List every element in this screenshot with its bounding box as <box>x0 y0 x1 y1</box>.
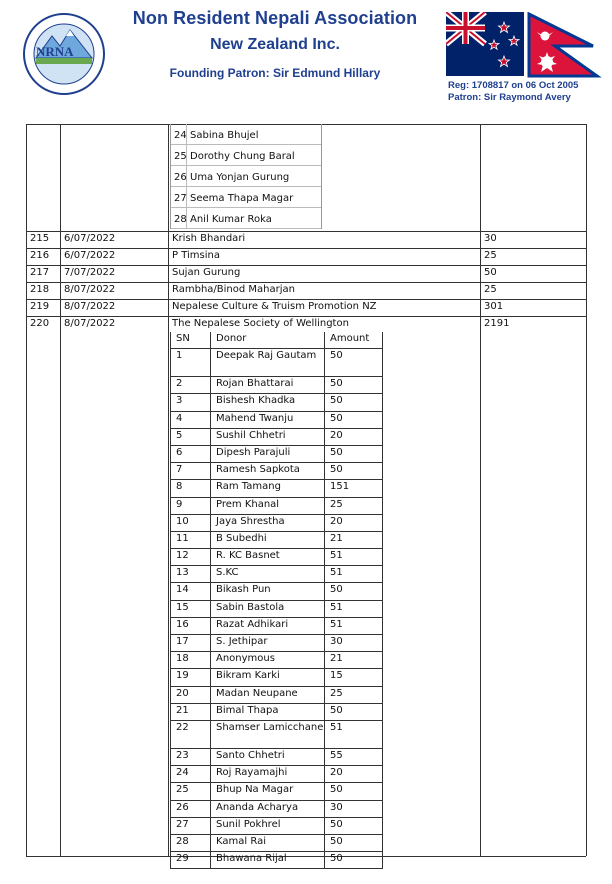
row-amount: 20 <box>330 429 343 441</box>
row-donor: Ananda Acharya <box>216 801 299 813</box>
wellington-society-donor-table <box>170 332 382 869</box>
list-item-number: 28 <box>174 214 187 225</box>
row-amount: 25 <box>330 498 343 510</box>
table-row <box>170 532 382 549</box>
row-donor: Mahend Twanju <box>216 412 294 424</box>
row-donor: Sunil Pokhrel <box>216 818 281 830</box>
donation-number: 219 <box>30 301 50 312</box>
header-sn: SN <box>176 333 190 344</box>
donation-amount: 301 <box>484 301 504 312</box>
new-zealand-flag-icon <box>446 12 524 76</box>
table-row <box>170 635 382 652</box>
row-sn: 29 <box>176 853 189 865</box>
row-sn: 23 <box>176 749 189 761</box>
donation-number: 215 <box>30 233 50 244</box>
row-amount: 151 <box>330 481 350 493</box>
row-sn: 16 <box>176 618 189 630</box>
table-row <box>170 721 382 749</box>
table-row <box>170 704 382 721</box>
row-sn: 18 <box>176 653 189 665</box>
row-amount: 50 <box>330 835 343 847</box>
table-row <box>170 818 382 835</box>
row-sn: 21 <box>176 704 189 716</box>
row-sn: 26 <box>176 801 189 813</box>
row-donor: Bhup Na Magar <box>216 784 294 796</box>
row-sn: 22 <box>176 721 189 733</box>
donation-amount: 2191 <box>484 318 510 329</box>
list-item <box>171 124 321 145</box>
list-item-name: Anil Kumar Roka <box>190 214 272 225</box>
table-row <box>170 783 382 800</box>
donor-name: The Nepalese Society of Wellington <box>172 318 349 329</box>
row-donor: Anonymous <box>216 653 275 665</box>
row-sn: 24 <box>176 767 189 779</box>
organization-name: Non Resident Nepali Association <box>132 8 418 28</box>
row-amount: 30 <box>330 636 343 647</box>
row-amount: 50 <box>330 464 343 476</box>
row-sn: 15 <box>176 601 189 613</box>
list-item <box>171 208 321 229</box>
table-row <box>170 480 382 497</box>
table-row <box>170 412 382 429</box>
sub-table-header <box>170 332 382 349</box>
row-amount: 51 <box>330 550 343 562</box>
list-item <box>171 187 321 208</box>
list-item-number: 25 <box>174 151 187 162</box>
table-row <box>170 394 382 411</box>
row-amount: 50 <box>330 853 343 865</box>
donation-date: 8/07/2022 <box>64 301 116 312</box>
row-donor: Bikram Karki <box>216 670 280 682</box>
row-donor: Madan Neupane <box>216 687 298 699</box>
table-row <box>170 377 382 394</box>
row-amount: 25 <box>330 687 343 699</box>
donation-date: 8/07/2022 <box>64 284 116 295</box>
table-row <box>170 835 382 852</box>
logo-text: NRNA <box>36 44 74 59</box>
row-sn: 3 <box>176 395 183 407</box>
donation-amount: 50 <box>484 267 497 278</box>
table-row <box>170 618 382 635</box>
row-donor: Prem Khanal <box>216 498 280 510</box>
row-donor: B Subedhi <box>216 532 267 544</box>
row-amount: 50 <box>330 395 343 407</box>
list-item-name: Sabina Bhujel <box>190 130 259 141</box>
donation-amount: 30 <box>484 233 497 244</box>
donor-name: Sujan Gurung <box>172 267 241 278</box>
table-row <box>170 566 382 583</box>
row-donor: S.KC <box>216 567 239 579</box>
donor-name: Nepalese Culture & Truism Promotion NZ <box>172 301 377 312</box>
donor-name: P Timsina <box>172 250 220 261</box>
founding-patron: Founding Patron: Sir Edmund Hillary <box>169 66 381 80</box>
row-amount: 50 <box>330 704 343 716</box>
donor-name: Krish Bhandari <box>172 233 246 244</box>
row-sn: 14 <box>176 584 189 596</box>
donor-name: Rambha/Binod Maharjan <box>172 284 295 295</box>
row-amount: 20 <box>330 767 343 779</box>
row-sn: 7 <box>176 464 183 476</box>
donation-number: 218 <box>30 284 50 295</box>
row-donor: Jaya Shrestha <box>216 515 285 527</box>
table-row <box>170 749 382 766</box>
row-sn: 5 <box>176 429 183 441</box>
nepal-flag-icon <box>527 12 603 78</box>
donation-number: 220 <box>30 318 50 329</box>
row-sn: 10 <box>176 515 189 527</box>
row-amount: 50 <box>330 412 343 424</box>
row-amount: 55 <box>330 749 343 761</box>
row-donor: Dipesh Parajuli <box>216 446 291 458</box>
row-sn: 8 <box>176 481 183 493</box>
row-amount: 50 <box>330 350 343 362</box>
table-row <box>170 349 382 377</box>
row-donor: Razat Adhikari <box>216 618 289 630</box>
row-donor: Sushil Chhetri <box>216 429 286 441</box>
row-donor: Kamal Rai <box>216 835 266 847</box>
donation-number: 216 <box>30 250 50 261</box>
patron: Patron: Sir Raymond Avery <box>448 92 571 103</box>
list-item-number: 24 <box>174 130 187 141</box>
row-donor: Shamser Lamicchane <box>216 721 324 733</box>
list-item-name: Dorothy Chung Baral <box>190 151 295 162</box>
donation-number: 217 <box>30 267 50 278</box>
table-row <box>170 652 382 669</box>
table-row <box>170 583 382 600</box>
row-amount: 51 <box>330 618 343 630</box>
table-row <box>170 429 382 446</box>
table-row <box>170 446 382 463</box>
table-row <box>170 601 382 618</box>
row-sn: 28 <box>176 835 189 847</box>
row-sn: 12 <box>176 550 189 562</box>
table-row <box>170 687 382 704</box>
list-item-number: 26 <box>174 172 187 183</box>
row-sn: 19 <box>176 670 189 682</box>
row-sn: 27 <box>176 818 189 830</box>
row-sn: 2 <box>176 378 183 390</box>
row-donor: Deepak Raj Gautam <box>216 350 317 362</box>
donation-date: 8/07/2022 <box>64 318 116 329</box>
row-amount: 21 <box>330 653 343 665</box>
list-item-number: 27 <box>174 193 187 204</box>
row-donor: Bimal Thapa <box>216 704 279 716</box>
continuation-list <box>170 124 322 229</box>
table-row <box>170 498 382 515</box>
list-item <box>171 166 321 187</box>
header-donor: Donor <box>216 333 247 344</box>
organization-subtitle: New Zealand Inc. <box>210 36 340 53</box>
donation-amount: 25 <box>484 284 497 295</box>
donation-amount: 25 <box>484 250 497 261</box>
row-sn: 17 <box>176 636 189 647</box>
row-donor: Bikash Pun <box>216 584 271 596</box>
row-donor: Santo Chhetri <box>216 749 285 761</box>
row-amount: 50 <box>330 784 343 796</box>
table-row <box>170 463 382 480</box>
row-donor: Ramesh Sapkota <box>216 464 300 476</box>
list-item <box>171 145 321 166</box>
registration-number: Reg: 1708817 on 06 Oct 2005 <box>448 80 579 91</box>
row-sn: 13 <box>176 567 189 579</box>
row-donor: Roj Rayamajhi <box>216 767 288 779</box>
table-row <box>170 801 382 818</box>
row-donor: Bhawana Rijal <box>216 853 287 865</box>
list-item-name: Seema Thapa Magar <box>190 193 294 204</box>
row-sn: 6 <box>176 446 183 458</box>
row-amount: 15 <box>330 670 343 682</box>
row-sn: 11 <box>176 532 189 544</box>
row-donor: S. Jethipar <box>216 636 268 647</box>
donation-date: 6/07/2022 <box>64 250 116 261</box>
letterhead <box>0 0 612 112</box>
row-amount: 50 <box>330 446 343 458</box>
table-row <box>170 669 382 686</box>
donation-date: 6/07/2022 <box>64 233 116 244</box>
list-item-name: Uma Yonjan Gurung <box>190 172 290 183</box>
row-amount: 51 <box>330 601 343 613</box>
row-sn: 9 <box>176 498 183 510</box>
row-amount: 30 <box>330 801 343 813</box>
row-donor: R. KC Basnet <box>216 550 280 562</box>
row-donor: Sabin Bastola <box>216 601 285 613</box>
row-sn: 1 <box>176 350 183 362</box>
table-row <box>170 852 382 869</box>
row-donor: Ram Tamang <box>216 481 281 493</box>
row-amount: 50 <box>330 584 343 596</box>
row-sn: 20 <box>176 687 189 699</box>
donation-date: 7/07/2022 <box>64 267 116 278</box>
table-row <box>170 549 382 566</box>
table-row <box>170 515 382 532</box>
row-sn: 25 <box>176 784 189 796</box>
row-sn: 4 <box>176 412 183 424</box>
header-amount: Amount <box>330 333 370 344</box>
row-donor: Bishesh Khadka <box>216 395 296 407</box>
row-amount: 51 <box>330 567 343 579</box>
row-donor: Rojan Bhattarai <box>216 378 294 390</box>
row-amount: 50 <box>330 378 343 390</box>
row-amount: 21 <box>330 532 343 544</box>
table-row <box>170 766 382 783</box>
donations-table <box>26 124 586 865</box>
row-amount: 51 <box>330 721 343 733</box>
row-amount: 20 <box>330 515 343 527</box>
row-amount: 50 <box>330 818 343 830</box>
